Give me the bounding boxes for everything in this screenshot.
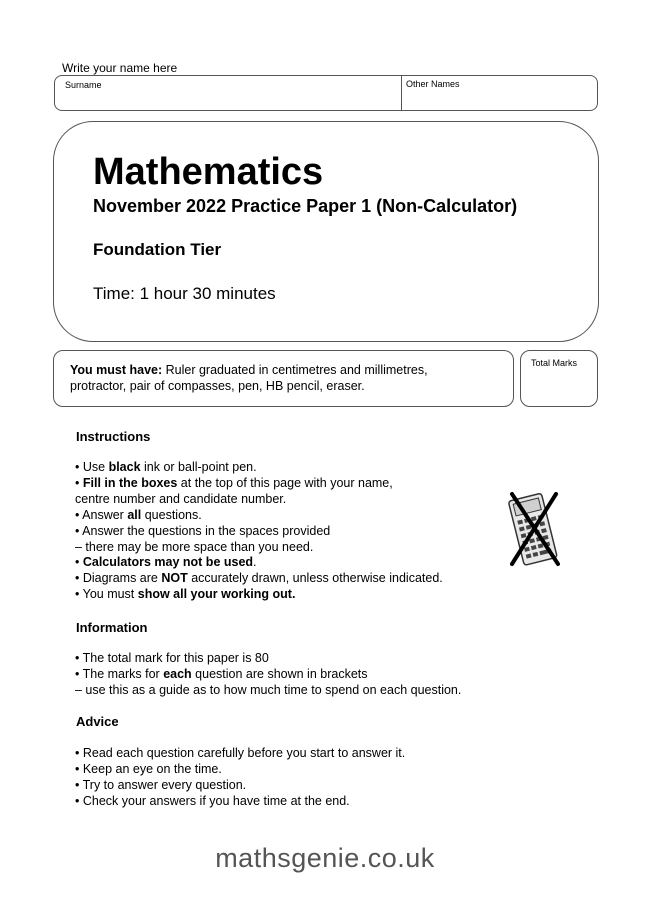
total-marks-label: Total Marks <box>531 358 578 368</box>
total-marks-box <box>520 350 598 407</box>
instruction-item: – there may be more space than you need. <box>75 539 314 554</box>
requirements-text-1: Ruler graduated in centimetres and millimetres, <box>162 363 428 377</box>
requirements-label: You must have: <box>70 363 163 377</box>
tier-label: Foundation Tier <box>93 240 222 259</box>
instruction-item: • Use black ink or ball-point pen. <box>75 460 257 474</box>
requirements-text-2: protractor, pair of compasses, pen, HB pencil, eraser. <box>70 379 365 393</box>
crossed-out-calculator-icon <box>506 490 562 568</box>
advice-item: • Try to answer every question. <box>75 777 247 792</box>
instruction-item: • Diagrams are NOT accurately drawn, unless otherwise indicated. <box>75 571 443 586</box>
subject-title: Mathematics <box>93 151 324 193</box>
information-list <box>75 651 461 699</box>
name-box-divider <box>401 76 402 110</box>
information-item: • The total mark for this paper is 80 <box>75 651 269 665</box>
instructions-heading: Instructions <box>76 429 151 444</box>
instruction-item: • Answer the questions in the spaces provided <box>75 523 331 538</box>
instruction-item: • Fill in the boxes at the top of this page with your name, <box>75 475 393 490</box>
advice-heading: Advice <box>76 714 119 729</box>
instructions-list <box>75 460 443 603</box>
instruction-item: • Calculators may not be used. <box>75 555 257 570</box>
paper-title: November 2022 Practice Paper 1 (Non-Calculator) <box>93 196 518 216</box>
information-heading: Information <box>76 620 148 635</box>
time-label: Time: 1 hour 30 minutes <box>93 284 276 303</box>
instruction-item: • You must show all your working out. <box>75 587 296 602</box>
write-name-label: Write your name here <box>62 61 178 75</box>
information-item: • The marks for each question are shown in brackets <box>75 666 368 681</box>
requirements-box <box>53 350 514 407</box>
other-names-field[interactable]: Other Names <box>406 79 460 89</box>
footer-site: mathsgenie.co.uk <box>215 843 435 873</box>
advice-item: • Read each question carefully before you start to answer it. <box>75 746 406 760</box>
information-item: – use this as a guide as to how much time to spend on each question. <box>75 682 462 697</box>
advice-item: • Keep an eye on the time. <box>75 761 222 776</box>
surname-field[interactable]: Surname <box>65 80 102 90</box>
name-box <box>54 75 598 111</box>
instruction-item: • Answer all questions. <box>75 507 202 522</box>
instruction-item: centre number and candidate number. <box>75 491 287 506</box>
advice-item: • Check your answers if you have time at the end. <box>75 793 350 808</box>
advice-list <box>75 746 405 810</box>
